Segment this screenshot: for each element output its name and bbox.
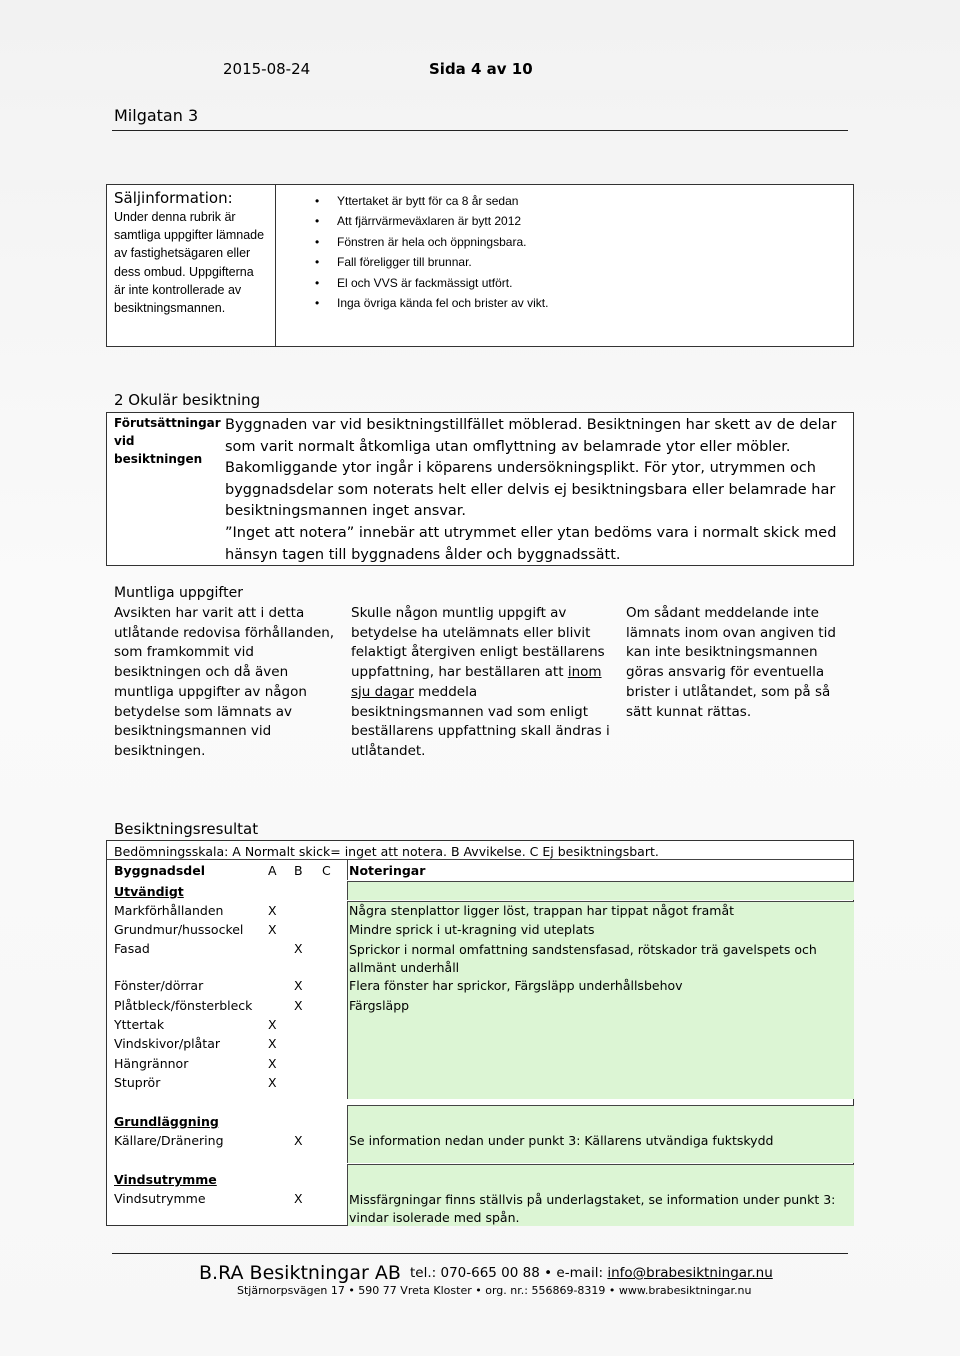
scale-divider — [107, 859, 853, 860]
section-title-results: Besiktningsresultat — [114, 820, 259, 838]
oral-col-2-underlined: inom sju dagar — [351, 664, 602, 700]
page-number: Sida 4 av 10 — [429, 60, 533, 78]
row-note: Se information nedan under punkt 3: Källarens utvändiga fuktskydd — [349, 1133, 774, 1148]
seller-info-label-cell — [107, 185, 276, 346]
row-note: Färgsläpp — [349, 998, 410, 1013]
row-part: Hängrännor — [114, 1056, 189, 1071]
row-b: X — [294, 978, 303, 993]
report-date: 2015-08-24 — [223, 60, 311, 78]
row-a: X — [268, 1056, 277, 1071]
row-part: Yttertak — [114, 1017, 165, 1032]
seller-info-title: Säljinformation: — [114, 189, 233, 207]
seller-info-item: • Inga övriga kända fel och brister av vikt. — [337, 293, 548, 313]
row-part: Källare/Dränering — [114, 1133, 224, 1148]
row-a: X — [268, 1036, 277, 1051]
oral-col-3: Om sådant meddelande inte lämnats inom ovan angiven tid kan inte besiktningsmannen göras ansvarig för eventuella brister i utlåtandet, som på så sätt kunnat rättas. — [626, 605, 836, 720]
ocular-text-note: ”Inget att notera” innebär att utrymmet eller ytan bedöms vara i normalt skick med hänsyn tagen till byggnadens ålder och byggnadssätt. — [225, 524, 837, 563]
header-part: Byggnadsdel — [114, 863, 206, 878]
group-title-foundation: Grundläggning — [114, 1114, 219, 1129]
row-part: Stuprör — [114, 1075, 161, 1090]
notes-divider — [347, 860, 348, 880]
seller-info-description: Under denna rubrik är samtliga uppgifter lämnade av fastighetsägaren eller dess ombud. Uppgifterna är inte kontrollerade av besiktningsmannen. — [114, 210, 265, 316]
group-note-cell — [347, 881, 854, 900]
ocular-text-main: Byggnaden var vid besiktningstillfället möblerad. Besiktningen har skett av de delar som varit normalt åtkomliga utan omflyttning av belamrade ytor eller möbler. Bakomliggande ytor ingår i köparens undersökningsplikt. För ytor, utrymmen och byggnadsdelar som noterats helt eller delvis ej besiktningsbara eller belamrade har besiktningsmannen inget ansvar. — [225, 417, 837, 520]
row-b: X — [294, 1133, 303, 1148]
results-header-row — [107, 862, 853, 880]
seller-info-item: • Fall föreligger till brunnar. — [337, 252, 548, 272]
row-note: Mindre sprick i ut-kragning vid uteplats — [349, 922, 595, 937]
results-scale: Bedömningsskala: A Normalt skick= inget att notera. B Avvikelse. C Ej besiktningsbart. — [114, 844, 659, 859]
row-note: Missfärgningar finns ställvis på underlagstaket, se information under punkt 3: vindar isolerade med spån. — [349, 1192, 836, 1225]
seller-info-item: • El och VVS är fackmässigt utfört. — [337, 273, 548, 293]
header-b: B — [294, 863, 303, 878]
row-part: Grundmur/hussockel — [114, 922, 244, 937]
row-note: Flera fönster har sprickor, Färgsläpp underhållsbehov — [349, 978, 683, 993]
footer-address: Stjärnorpsvägen 17 • 590 77 Vreta Kloster • org. nr.: 556869-8319 • www.brabesiktningar.nu — [237, 1284, 752, 1297]
row-a: X — [268, 1017, 277, 1032]
row-note: Sprickor i normal omfattning sandstensfasad, rötskador trä gavelspets och allmänt underhåll — [349, 942, 817, 975]
header-a: A — [268, 863, 277, 878]
footer-email-label: e-mail: — [556, 1265, 604, 1281]
footer-tel: tel.: 070-665 00 88 — [410, 1265, 540, 1281]
row-a: X — [268, 903, 277, 918]
seller-info-item: • Yttertaket är bytt för ca 8 år sedan — [337, 191, 548, 211]
seller-info-item: • Att fjärrvärmeväxlaren är bytt 2012 — [337, 211, 548, 231]
oral-col-1: Avsikten har varit att i detta utlåtande redovisa förhållanden, som framkommit vid besiktningen och då även muntliga uppgifter av någon betydelse som lämnats av besiktningsmannen vid besiktningen. — [114, 605, 335, 759]
section-title-oral: Muntliga uppgifter — [114, 585, 243, 601]
row-a: X — [268, 1075, 277, 1090]
row-part: Vindsutrymme — [114, 1191, 206, 1206]
row-b: X — [294, 941, 303, 956]
group-title-attic: Vindsutrymme — [114, 1172, 217, 1187]
row-b: X — [294, 998, 303, 1013]
row-b: X — [294, 1191, 303, 1206]
group-title-outdoor: Utvändigt — [114, 884, 184, 899]
row-part: Markförhållanden — [114, 903, 224, 918]
bullet: • — [544, 1265, 553, 1281]
seller-info-box — [106, 184, 854, 347]
oral-col-2-b: meddela besiktningsmannen vad som enligt beställarens uppfattning skall ändras i utlåtandet. — [351, 683, 610, 759]
footer-contact — [410, 1265, 773, 1281]
results-table — [106, 840, 854, 1226]
row-a: X — [268, 922, 277, 937]
section-title-ocular: 2 Okulär besiktning — [114, 391, 261, 409]
ocular-label: Förutsättningar vid besiktningen — [114, 416, 221, 466]
row-part: Plåtbleck/fönsterbleck — [114, 998, 253, 1013]
row-note: Några stenplattor ligger löst, trappan har tippat något framåt — [349, 903, 735, 918]
row-part: Vindskivor/plåtar — [114, 1036, 220, 1051]
oral-col-2 — [351, 604, 613, 762]
footer-email-link[interactable]: info@brabesiktningar.nu — [607, 1265, 773, 1281]
seller-info-item: • Fönstren är hela och öppningsbara. — [337, 232, 548, 252]
row-part: Fönster/dörrar — [114, 978, 204, 993]
footer-company: B.RA Besiktningar AB — [199, 1262, 401, 1284]
footer-divider — [112, 1253, 848, 1254]
header-divider — [112, 130, 848, 131]
ocular-text — [225, 415, 845, 566]
ocular-box — [106, 412, 854, 566]
property-name: Milgatan 3 — [114, 106, 199, 125]
header-notes: Noteringar — [349, 863, 426, 878]
seller-info-list — [301, 191, 549, 313]
oral-col-2-a: Skulle någon muntlig uppgift av betydelse ha utelämnats eller blivit felaktigt återgiven enligt beställarens uppfattning, har beställaren att — [351, 605, 605, 681]
header-c: C — [322, 863, 331, 878]
row-part: Fasad — [114, 941, 150, 956]
